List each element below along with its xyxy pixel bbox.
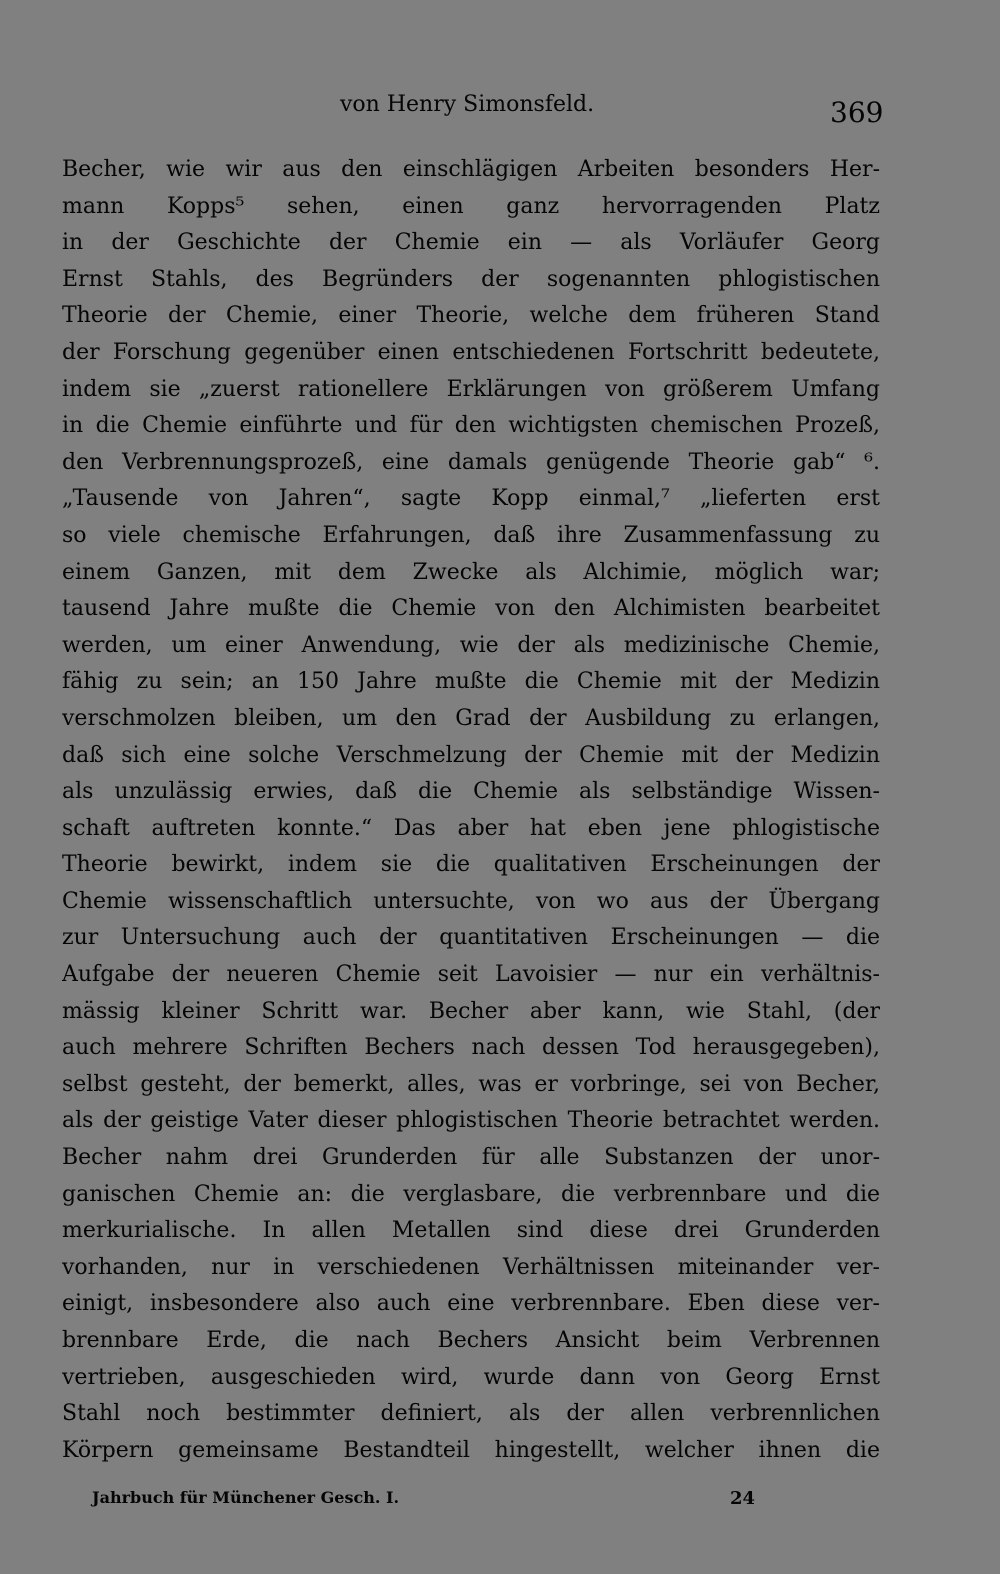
text-line: einigt, insbesondere also auch eine verbrennbare. Eben diese ver- xyxy=(62,1291,880,1317)
text-line: als unzulässig erwies, daß die Chemie als selbständige Wissen- xyxy=(62,779,880,805)
text-line: schaft auftreten konnte.“ Das aber hat eben jene phlogistische xyxy=(62,815,880,841)
text-line: fähig zu sein; an 150 Jahre mußte die Chemie mit der Medizin xyxy=(62,669,880,695)
text-line: einem Ganzen, mit dem Zwecke als Alchimie, möglich war; xyxy=(62,559,880,585)
text-line: Becher nahm drei Grunderden für alle Substanzen der unor- xyxy=(62,1145,880,1171)
body-text xyxy=(62,152,880,1469)
text-line: den Verbrennungsprozeß, eine damals genügende Theorie gab“ ⁶. xyxy=(62,449,880,475)
text-line: in die Chemie einführte und für den wichtigsten chemischen Prozeß, xyxy=(62,413,880,439)
text-line: Becher, wie wir aus den einschlägigen Arbeiten besonders Her- xyxy=(62,157,880,182)
text-line: Stahl noch bestimmter definiert, als der allen verbrennlichen xyxy=(62,1401,880,1427)
text-line: indem sie „zuerst rationellere Erklärungen von größerem Umfang xyxy=(62,376,880,402)
text-line: so viele chemische Erfahrungen, daß ihre Zusammenfassung zu xyxy=(62,522,880,548)
text-line: brennbare Erde, die nach Bechers Ansicht beim Verbrennen xyxy=(62,1328,880,1353)
text-line: zur Untersuchung auch der quantitativen Erscheinungen — die xyxy=(62,925,880,951)
text-line: Theorie der Chemie, einer Theorie, welche dem früheren Stand xyxy=(62,303,880,329)
text-line: Theorie bewirkt, indem sie die qualitativen Erscheinungen der xyxy=(62,852,880,878)
text-line: mässig kleiner Schritt war. Becher aber kann, wie Stahl, (der xyxy=(62,998,880,1024)
text-line: ganischen Chemie an: die verglasbare, die verbrennbare und die xyxy=(62,1181,880,1207)
text-line: Chemie wissenschaftlich untersuchte, von wo aus der Übergang xyxy=(62,888,880,914)
text-line: tausend Jahre mußte die Chemie von den Alchimisten bearbeitet xyxy=(62,596,880,622)
text-line: selbst gesteht, der bemerkt, alles, was er vorbringe, sei von Becher, xyxy=(62,1071,880,1097)
text-line: vertrieben, ausgeschieden wird, wurde dann von Georg Ernst xyxy=(62,1364,880,1390)
footer-sheet-number: 24 xyxy=(730,1488,756,1509)
text-line: der Forschung gegenüber einen entschiedenen Fortschritt bedeutete, xyxy=(62,339,880,365)
text-line: auch mehrere Schriften Bechers nach dessen Tod herausgegeben), xyxy=(62,1035,880,1061)
text-line: daß sich eine solche Verschmelzung der Chemie mit der Medizin xyxy=(62,742,880,768)
text-line: in der Geschichte der Chemie ein — als Vorläufer Georg xyxy=(62,230,880,256)
text-line: vorhanden, nur in verschiedenen Verhältnissen miteinander ver- xyxy=(62,1254,880,1280)
text-line: Aufgabe der neueren Chemie seit Lavoisier — nur ein verhältnis- xyxy=(62,962,880,988)
running-header: von Henry Simonsfeld. xyxy=(340,92,595,117)
text-line: werden, um einer Anwendung, wie der als medizinische Chemie, xyxy=(62,632,880,658)
text-line: Körpern gemeinsame Bestandteil hingestellt, welcher ihnen die xyxy=(62,1437,880,1463)
text-line: „Tausende von Jahren“, sagte Kopp einmal,⁷ „lieferten erst xyxy=(62,486,880,512)
footer-signature: Jahrbuch für Münchener Gesch. I. xyxy=(92,1488,400,1507)
text-line: merkurialische. In allen Metallen sind diese drei Grunderden xyxy=(62,1218,880,1244)
text-line: Ernst Stahls, des Begründers der sogenannten phlogistischen xyxy=(62,266,880,292)
text-line: mann Kopps⁵ sehen, einen ganz hervorragenden Platz xyxy=(62,193,880,219)
text-line: verschmolzen bleiben, um den Grad der Ausbildung zu erlangen, xyxy=(62,705,880,731)
page-number: 369 xyxy=(830,96,884,129)
text-line: als der geistige Vater dieser phlogistischen Theorie betrachtet werden. xyxy=(62,1108,880,1134)
